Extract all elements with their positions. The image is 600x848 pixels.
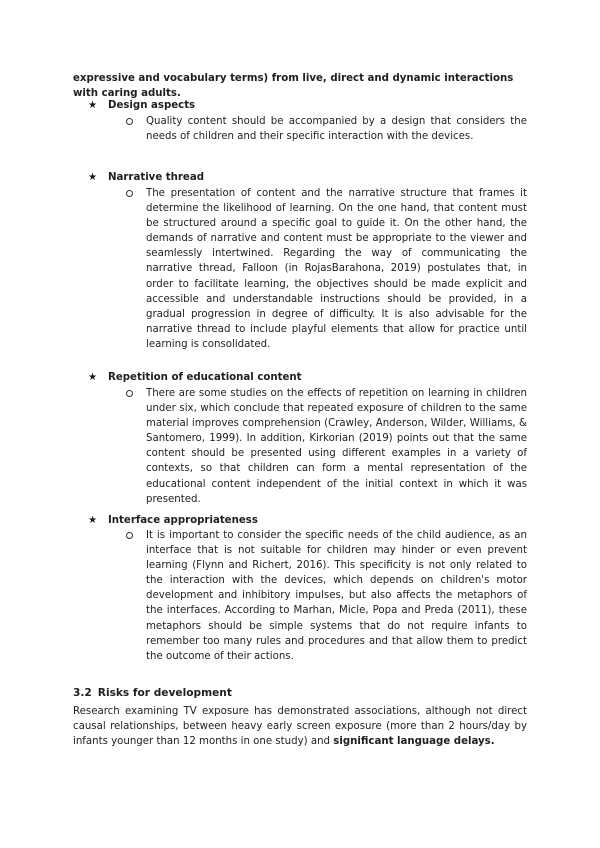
risks-paragraph <box>73 704 527 749</box>
star-bullet-icon: ★ <box>88 515 98 526</box>
bullet-text: It is important to consider the specific needs of the child audience, as an interface that is not suitable for children may hinder or even prevent learning (Flynn and Richert, 2016). This specificity is not only related to the interaction with the devices, which depends on children's motor development and inhibitory impulses, but also affects the metaphors of the interfaces. According to Marhan, Micle, Popa and Preda (2011), these metaphors should be simple systems that do not require infants to remember too many rules and procedures and that allow them to predict the outcome of their actions. <box>146 530 527 662</box>
bullet-text: Quality content should be accompanied by a design that considers the needs of children and their specific interaction with the devices. <box>146 116 527 143</box>
heading-text: Design aspects <box>108 100 196 111</box>
circle-bullet-icon <box>126 532 133 539</box>
bullet-text: The presentation of content and the narrative structure that frames it determine the likelihood of learning. On the one hand, that content must be structured around a specific goal to guide it. On the other hand, the demands of narrative and content must be appropriate to the viewer and seamlessly intertwined. Regarding the way of communicating the narrative thread, Falloon (in RojasBarahona, 2019) postulates that, in order to facilitate learning, the objectives should be made explicit and accessible and understandable instructions should be provided, in a gradual progression in degree of difficulty. It is also advisable for the narrative thread to include playful elements that allow for practice until learning is consolidated. <box>146 188 527 350</box>
heading-text: Interface appropriateness <box>108 515 258 526</box>
section-title: Risks for development <box>97 687 232 699</box>
bullet-heading-repetition <box>88 370 528 385</box>
circle-bullet-icon <box>126 390 133 397</box>
bullet-item-design-aspects <box>128 114 527 144</box>
star-bullet-icon: ★ <box>88 372 98 383</box>
bullet-item-repetition <box>128 386 527 507</box>
circle-bullet-icon <box>126 190 133 197</box>
star-bullet-icon: ★ <box>88 100 98 111</box>
bullet-heading-interface <box>88 513 528 528</box>
risks-paragraph-text: Research examining TV exposure has demonstrated associations, although not direct causal relationships, between heavy early screen exposure (more than 2 hours/day by infants younger than 12 months in one study) and <box>73 706 527 748</box>
heading-text: Repetition of educational content <box>108 372 302 383</box>
risks-paragraph-bold: significant language delays. <box>333 736 495 748</box>
section-heading-risks <box>73 686 232 701</box>
bullet-item-narrative-thread <box>128 186 527 352</box>
intro-paragraph: expressive and vocabulary terms) from live, direct and dynamic interactions with caring adults. <box>73 73 514 100</box>
section-number: 3.2 <box>73 687 92 699</box>
bullet-text: There are some studies on the effects of repetition on learning in children under six, which conclude that repeated exposure of children to the same material improves comprehension (Crawley, Anderson, Wilder, Williams, & Santomero, 1999). In addition, Kirkorian (2019) points out that the same content should be presented using different examples in a variety of contexts, so that children can form a mental representation of the educational content independent of the initial context in which it was presented. <box>146 388 527 505</box>
star-bullet-icon: ★ <box>88 172 98 183</box>
bullet-heading-narrative-thread <box>88 170 528 185</box>
heading-text: Narrative thread <box>108 172 205 183</box>
circle-bullet-icon <box>126 118 133 125</box>
bullet-heading-design-aspects <box>88 98 528 113</box>
bullet-item-interface <box>128 528 527 664</box>
